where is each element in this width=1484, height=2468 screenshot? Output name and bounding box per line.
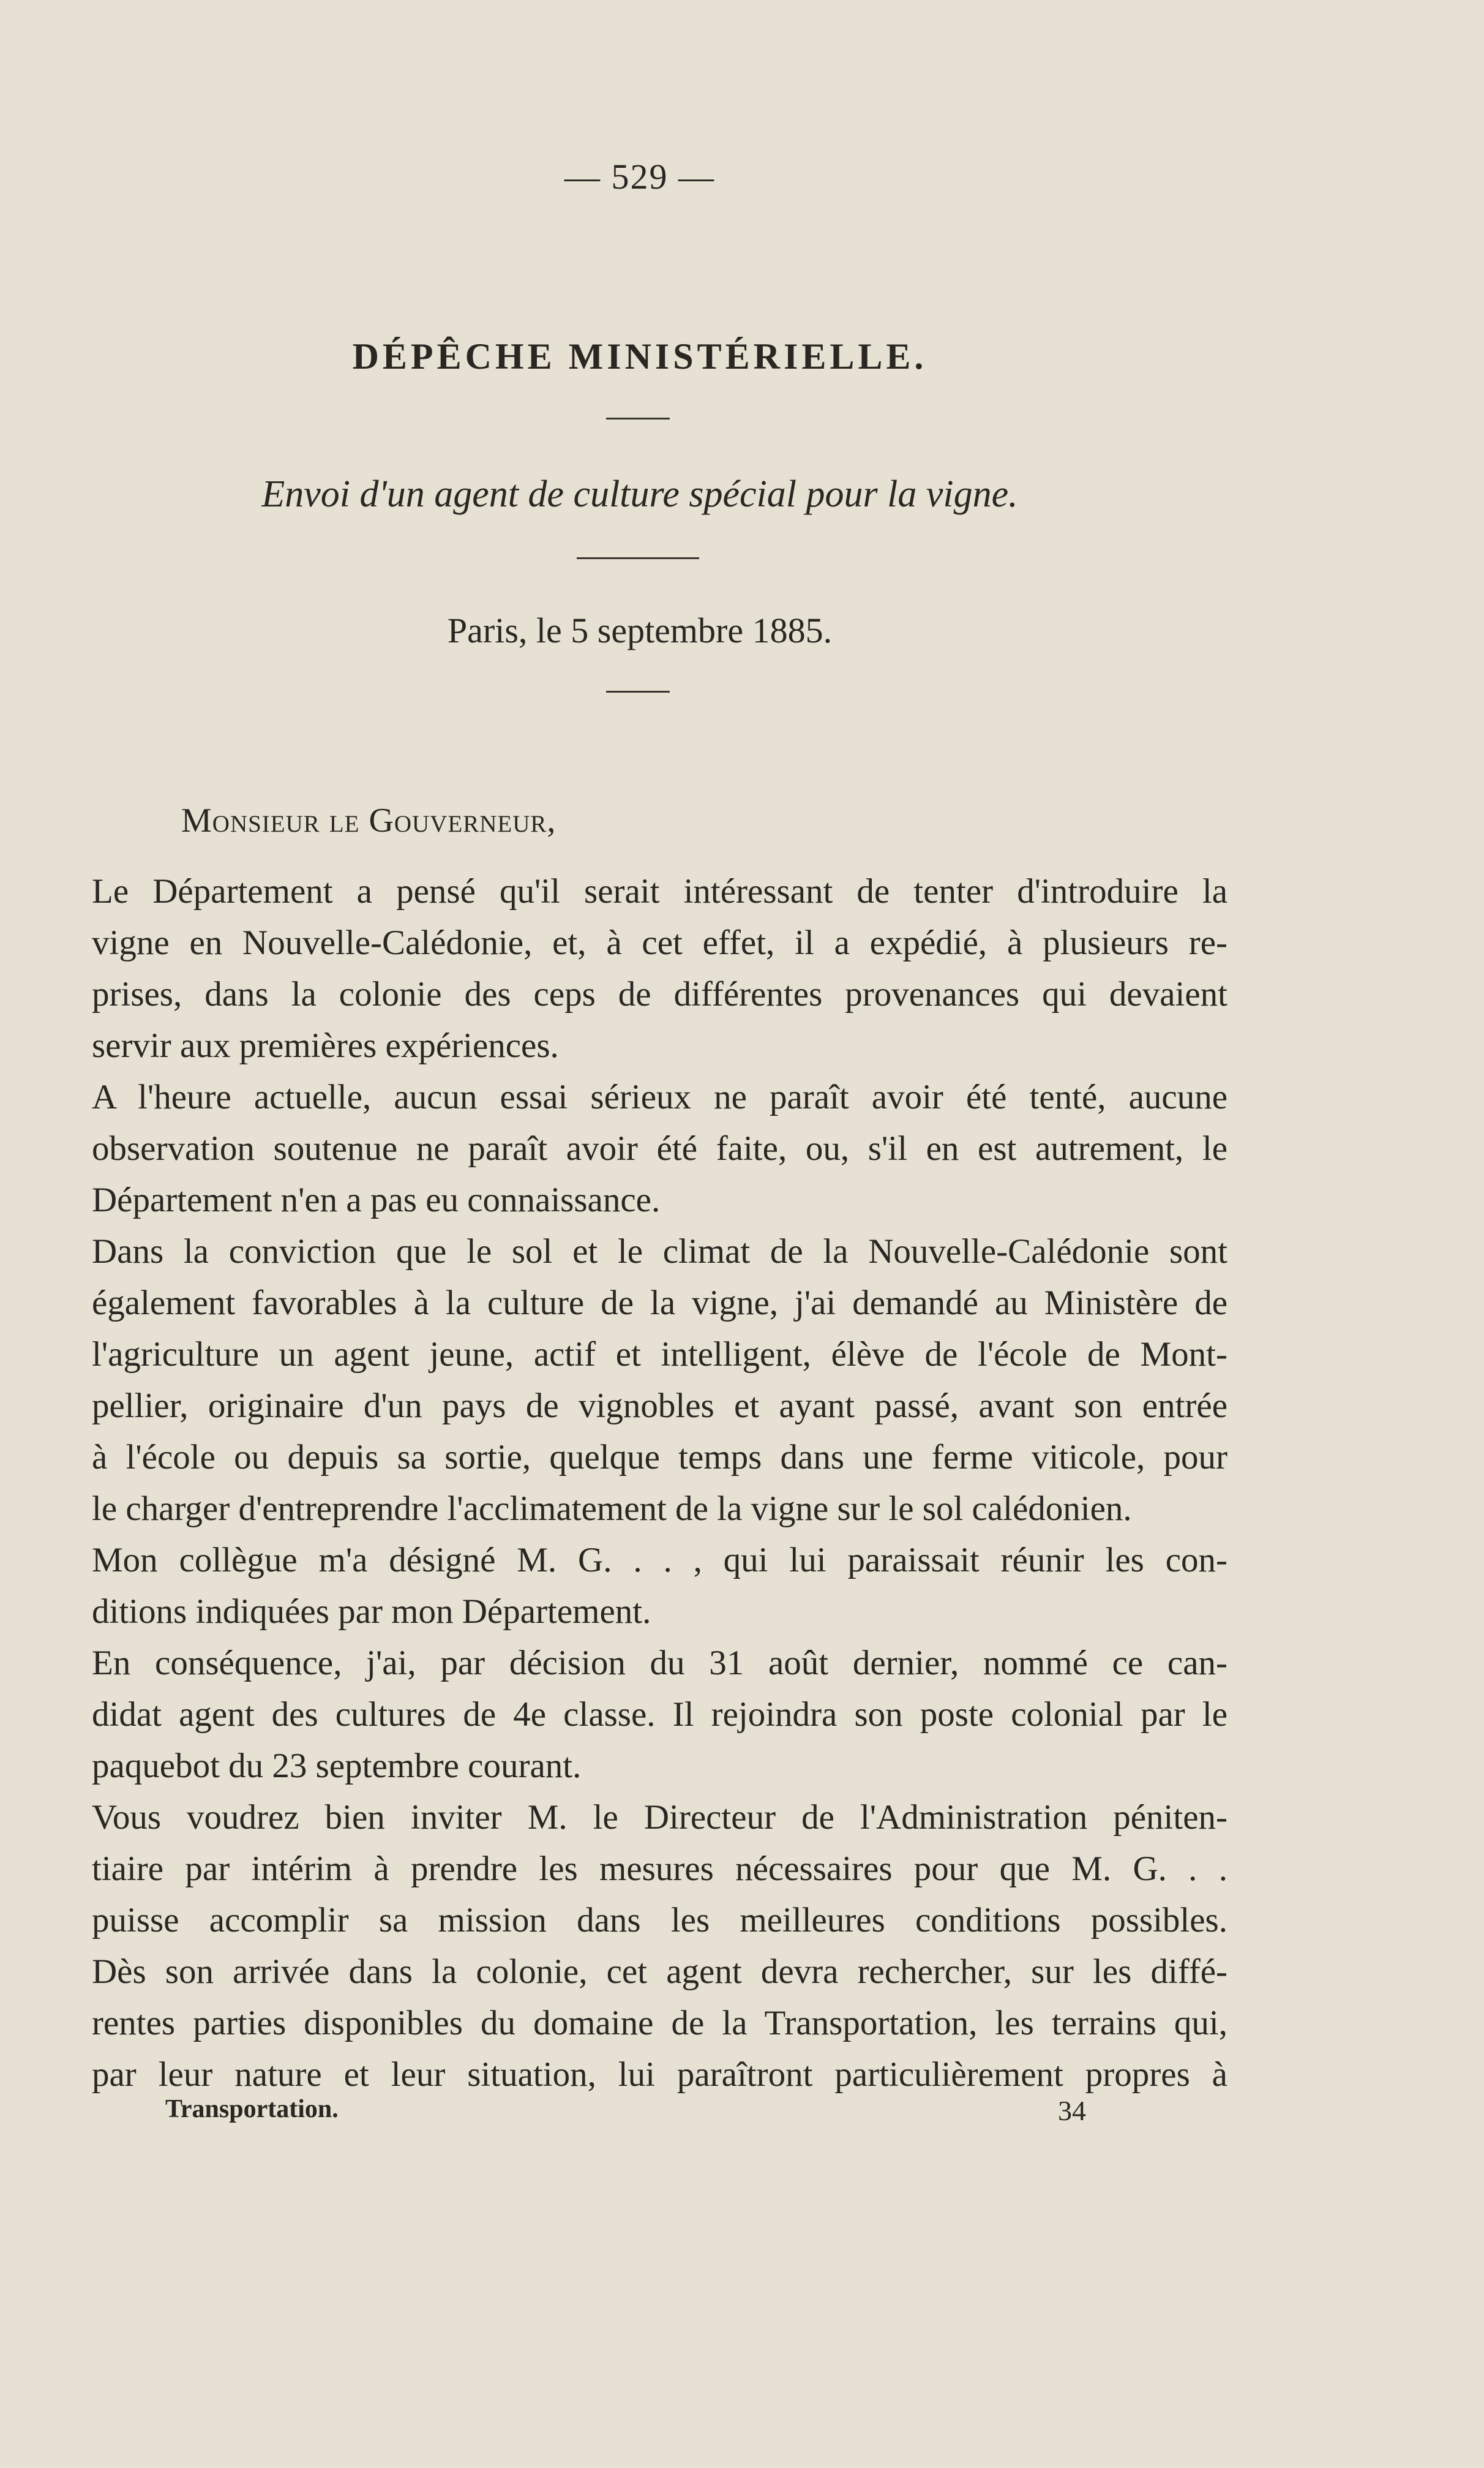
dateline: Paris, le 5 septembre 1885. xyxy=(447,611,833,650)
paragraph-line: puisse accomplir sa mission dans les meilleures conditions possibles. xyxy=(92,1901,1227,1939)
paragraph-line: prises, dans la colonie des ceps de différentes provenances qui devaient xyxy=(92,975,1227,1014)
title-divider xyxy=(606,418,670,419)
paragraph-line: observation soutenue ne paraît avoir été faite, ou, s'il en est autrement, le xyxy=(92,1129,1227,1168)
paragraph-line: vigne en Nouvelle-Calédonie, et, à cet effet, il a expédié, à plusieurs re- xyxy=(92,924,1227,962)
paragraph-line: paquebot du 23 septembre courant. xyxy=(92,1747,582,1785)
footer-sheet-number: 34 xyxy=(1058,2095,1086,2126)
paragraph xyxy=(92,866,1227,1072)
dateline-divider xyxy=(606,691,670,693)
paragraph-line: Département n'en a pas eu connaissance. xyxy=(92,1181,661,1219)
salutation: Monsieur le Gouverneur, xyxy=(181,802,556,840)
paragraph-line: Mon collègue m'a désigné M. G. . . , qui lui paraissait réunir les con- xyxy=(92,1541,1227,1579)
paragraph-line: Vous voudrez bien inviter M. le Directeur de l'Administration péniten- xyxy=(92,1798,1227,1837)
paragraph-line: Dans la conviction que le sol et le climat de la Nouvelle-Calédonie sont xyxy=(92,1232,1227,1271)
paragraph-line: pellier, originaire d'un pays de vignobles et ayant passé, avant son entrée xyxy=(92,1386,1227,1425)
paragraph-line: didat agent des cultures de 4e classe. Il rejoindra son poste colonial par le xyxy=(92,1695,1227,1734)
paragraph xyxy=(92,1535,1227,1638)
paragraph-line: tiaire par intérim à prendre les mesures nécessaires pour que M. G. . . xyxy=(92,1849,1227,1888)
paragraph-line: En conséquence, j'ai, par décision du 31 août dernier, nommé ce can- xyxy=(92,1644,1227,1682)
paragraph-line: servir aux premières expériences. xyxy=(92,1026,559,1065)
paragraph-line: l'agriculture un agent jeune, actif et intelligent, élève de l'école de Mont- xyxy=(92,1335,1227,1374)
paragraph xyxy=(92,1072,1227,1226)
paragraph-line: par leur nature et leur situation, lui paraîtront particulièrement propres à xyxy=(92,2055,1227,2094)
paragraph-line: à l'école ou depuis sa sortie, quelque temps dans une ferme viticole, pour xyxy=(92,1438,1227,1477)
document-subtitle: Envoi d'un agent de culture spécial pour la vigne. xyxy=(261,473,1018,515)
subtitle-divider xyxy=(577,557,699,559)
paragraph-line: Le Département a pensé qu'il serait intéressant de tenter d'introduire la xyxy=(92,872,1227,911)
paragraph-line: ditions indiquées par mon Département. xyxy=(92,1592,651,1631)
paragraph xyxy=(92,1638,1227,1792)
paragraph-line: Dès son arrivée dans la colonie, cet agent devra rechercher, sur les diffé- xyxy=(92,1952,1227,1991)
document-title: DÉPÊCHE MINISTÉRIELLE. xyxy=(352,336,928,377)
footer-signature: Transportation. xyxy=(165,2095,339,2123)
paragraph-line: également favorables à la culture de la vigne, j'ai demandé au Ministère de xyxy=(92,1284,1227,1322)
paragraph-line: le charger d'entreprendre l'acclimatement de la vigne sur le sol calédonien. xyxy=(92,1489,1132,1528)
paragraph-line: rentes parties disponibles du domaine de la Transportation, les terrains qui, xyxy=(92,2004,1227,2042)
paragraph-line: A l'heure actuelle, aucun essai sérieux ne paraît avoir été tenté, aucune xyxy=(92,1078,1227,1116)
body-text xyxy=(92,866,1227,2101)
paragraph xyxy=(92,1226,1227,1535)
paragraph xyxy=(92,1792,1227,2101)
page-number: — 529 — xyxy=(564,157,715,197)
